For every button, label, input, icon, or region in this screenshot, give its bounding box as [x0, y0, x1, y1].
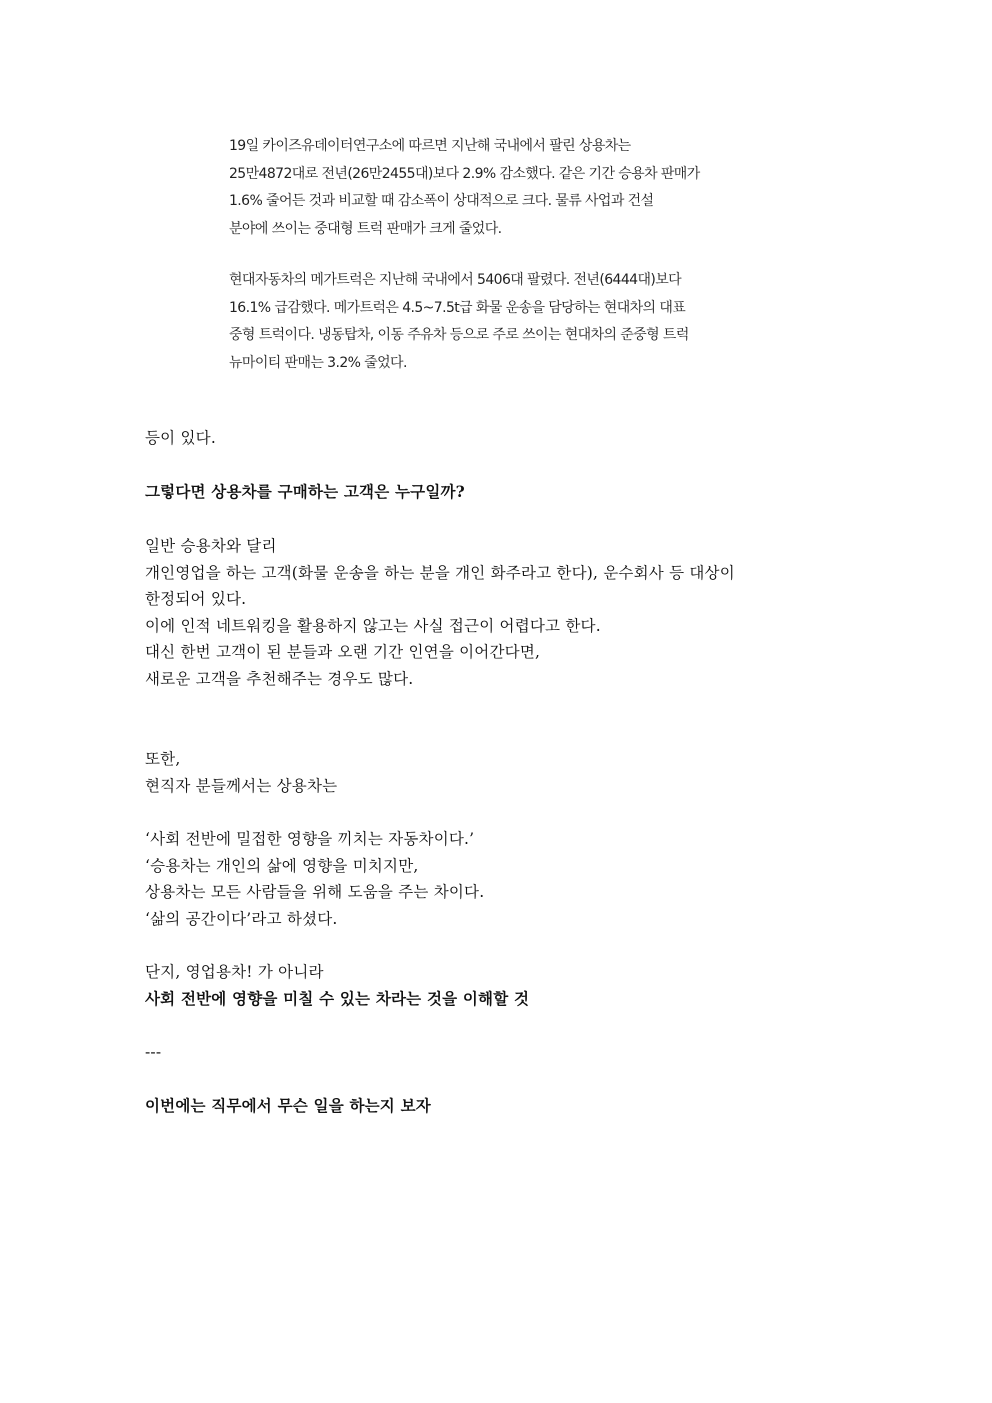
- etc-paragraph: [145, 425, 845, 452]
- body-line: 상용차는 모든 사람들을 위해 도움을 주는 차이다.: [145, 883, 485, 901]
- heading-text: 이번에는 직무에서 무슨 일을 하는지 보자: [145, 1096, 431, 1115]
- body-line: ‘사회 전반에 밀접한 영향을 끼치는 자동차이다.’: [145, 830, 475, 848]
- body-line: 한정되어 있다.: [145, 590, 247, 608]
- body-line: 단지, 영업용차! 가 아니라: [145, 963, 324, 981]
- quote-line: 19일 카이즈유데이터연구소에 따르면 지난해 국내에서 팔린 상용차는: [229, 138, 631, 154]
- quote-line: 16.1% 급감했다. 메가트럭은 4.5~7.5t급 화물 운송을 담당하는 현대차의 대표: [229, 299, 686, 316]
- conclusion-paragraph: [145, 959, 845, 1012]
- body-line: ‘승용차는 개인의 삶에 영향을 미치지만,: [145, 856, 419, 875]
- section-heading: [145, 1093, 845, 1120]
- body-line: 현직자 분들께서는 상용차는: [145, 776, 338, 795]
- section-heading: [145, 479, 845, 506]
- body-line: ‘삶의 공간이다’라고 하셨다.: [145, 909, 338, 928]
- body-line: 새로운 고객을 추천해주는 경우도 많다.: [145, 669, 414, 688]
- body-line: 이에 인적 네트워킹을 활용하지 않고는 사실 접근이 어렵다고 한다.: [145, 616, 601, 635]
- quotes-paragraph: [145, 826, 845, 932]
- quote-line: 1.6% 줄어든 것과 비교할 때 감소폭이 상대적으로 크다. 물류 사업과 건설: [229, 193, 654, 209]
- customers-paragraph: [145, 533, 845, 692]
- quote-paragraph: [229, 133, 789, 243]
- body-line: 대신 한번 고객이 된 분들과 오랜 기간 인연을 이어간다면,: [145, 643, 541, 661]
- quote-line: 25만4872대로 전년(26만2455대)보다 2.9% 감소했다. 같은 기간 승용차 판매가: [229, 165, 700, 182]
- quote-line: 중형 트럭이다. 냉동탑차, 이동 주유차 등으로 주로 쓰이는 현대차의 준중형 트럭: [229, 327, 689, 343]
- emphasis-line: 사회 전반에 영향을 미칠 수 있는 차라는 것을 이해할 것: [145, 988, 530, 1008]
- body-line: 또한,: [145, 750, 181, 768]
- heading-text: 그렇다면 상용차를 구매하는 고객은 누구일까?: [145, 482, 465, 501]
- quoted-article: [229, 133, 789, 401]
- divider-text: ---: [145, 1043, 162, 1061]
- quote-line: 뉴마이티 판매는 3.2% 줄었다.: [229, 354, 407, 371]
- quote-paragraph: [229, 267, 789, 377]
- also-paragraph: [145, 746, 845, 799]
- quote-line: 분야에 쓰이는 중대형 트럭 판매가 크게 줄었다.: [229, 220, 502, 237]
- body-line: 개인영업을 하는 고객(화물 운송을 하는 분을 개인 화주라고 한다), 운수회사 등 대상이: [145, 563, 735, 582]
- body-line: 일반 승용차와 달리: [145, 537, 277, 555]
- body-line: 등이 있다.: [145, 429, 216, 447]
- divider: [145, 1039, 845, 1066]
- quote-line: 현대자동차의 메가트럭은 지난해 국내에서 5406대 팔렸다. 전년(6444대)보다: [229, 272, 682, 288]
